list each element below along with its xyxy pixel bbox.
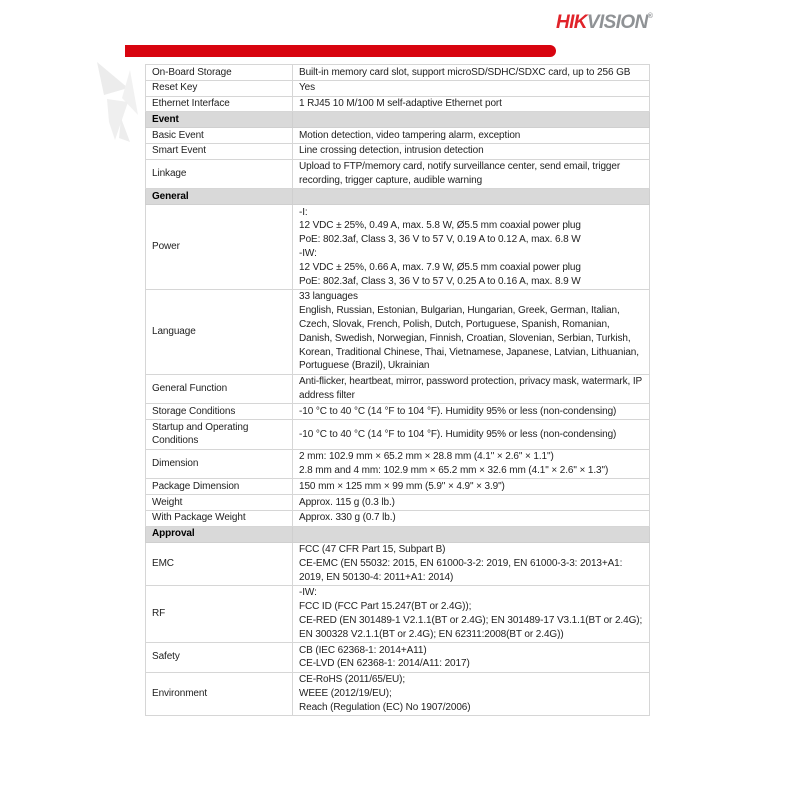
spec-value-cell	[293, 374, 650, 404]
spec-value-cell	[293, 143, 650, 159]
spec-label-cell: RF	[146, 585, 293, 642]
section-header-row	[146, 112, 650, 128]
spec-label-cell: Smart Event	[146, 143, 293, 159]
spec-value-line: Reach (Regulation (EC) No 1907/2006)	[299, 701, 471, 713]
spec-value-cell	[293, 65, 650, 81]
spec-value-line: CB (IEC 62368-1: 2014+A11)	[299, 644, 427, 656]
spec-value-cell	[293, 80, 650, 96]
spec-row	[146, 510, 650, 526]
watermark-facet	[97, 62, 128, 95]
spec-label-cell: Package Dimension	[146, 479, 293, 495]
spec-value-cell	[293, 449, 650, 479]
section-header-row	[146, 189, 650, 205]
spec-row	[146, 643, 650, 673]
spec-value-line: Upload to FTP/memory card, notify surveillance center, send email, trigger recording, trigger capture, audible warning	[299, 161, 621, 187]
spec-value-line: PoE: 802.3af, Class 3, 36 V to 57 V, 0.25 A to 0.16 A, max. 8.9 W	[299, 275, 581, 287]
spec-value-cell	[293, 205, 650, 290]
spec-row	[146, 128, 650, 144]
spec-value-line: CE-RED (EN 301489-1 V2.1.1(BT or 2.4G); EN 301489-17 V3.1.1(BT or 2.4G); EN 300328 V2.1.1(BT or 2.4G); EN 62311:2008(BT or 2.4G))	[299, 614, 643, 640]
spec-value-line: FCC ID (FCC Part 15.247(BT or 2.4G));	[299, 601, 472, 613]
spec-value-line: 2 mm: 102.9 mm × 65.2 mm × 28.8 mm (4.1" × 2.6" × 1.1")	[299, 451, 554, 463]
registered-trademark-icon: ®	[647, 13, 653, 20]
spec-value-line: -10 °C to 40 °C (14 °F to 104 °F). Humidity 95% or less (non-condensing)	[299, 405, 617, 417]
section-title-spacer	[293, 189, 650, 205]
spec-value-line: -IW:	[299, 587, 317, 599]
spec-value-cell	[293, 96, 650, 112]
spec-row	[146, 404, 650, 420]
spec-label-cell: Environment	[146, 672, 293, 715]
spec-value-line: Motion detection, video tampering alarm, exception	[299, 129, 521, 141]
spec-value-line: Yes	[299, 82, 316, 94]
spec-value-line: CE-EMC (EN 55032: 2015, EN 61000-3-2: 2019, EN 61000-3-3: 2013+A1: 2019, EN 50130-4: 2011+A1: 2014)	[299, 557, 623, 583]
spec-value-line: WEEE (2012/19/EU);	[299, 687, 392, 699]
spec-value-line: FCC (47 CFR Part 15, Subpart B)	[299, 544, 446, 555]
hikvision-logo	[556, 12, 652, 34]
spec-value-cell	[293, 542, 650, 585]
spec-value-cell	[293, 585, 650, 642]
spec-row	[146, 542, 650, 585]
spec-value-line: Line crossing detection, intrusion detection	[299, 145, 484, 157]
spec-value-line: English, Russian, Estonian, Bulgarian, Hungarian, Greek, German, Italian, Czech, Slovak, French, Polish, Dutch, Portuguese, Spanish, Romanian, Danish, Swedish, Norwegian, Finnish, Croatian, Slovenian, Serbian, Turkish, Korean, Traditional Chinese, Thai, Vietnamese, Japanese, Latvian, Lithuanian, Portuguese (Brazil), Ukrainian	[299, 305, 639, 372]
spec-value-cell	[293, 289, 650, 374]
spec-value-line: 150 mm × 125 mm × 99 mm (5.9" × 4.9" × 3.9")	[299, 480, 505, 492]
spec-label-cell: EMC	[146, 542, 293, 585]
spec-row	[146, 159, 650, 189]
logo-text-primary: HIK	[556, 12, 587, 33]
spec-value-line: 12 VDC ± 25%, 0.66 A, max. 7.9 W, Ø5.5 mm coaxial power plug	[299, 261, 581, 273]
spec-label-cell: Ethernet Interface	[146, 96, 293, 112]
spec-value-line: CE-LVD (EN 62368-1: 2014/A11: 2017)	[299, 658, 470, 670]
spec-row	[146, 205, 650, 290]
spec-value-line: PoE: 802.3af, Class 3, 36 V to 57 V, 0.19 A to 0.12 A, max. 6.8 W	[299, 234, 581, 246]
logo-text-secondary: VISION	[586, 12, 648, 33]
spec-value-cell	[293, 159, 650, 189]
spec-value-line: Approx. 115 g (0.3 lb.)	[299, 496, 395, 508]
spec-value-line: Approx. 330 g (0.7 lb.)	[299, 512, 396, 524]
spec-value-line: 12 VDC ± 25%, 0.49 A, max. 5.8 W, Ø5.5 mm coaxial power plug	[299, 220, 581, 232]
spec-value-cell	[293, 479, 650, 495]
spec-label-cell: Reset Key	[146, 80, 293, 96]
watermark-facet	[122, 70, 138, 115]
watermark-facet	[119, 118, 130, 142]
spec-row	[146, 289, 650, 374]
spec-value-line: -10 °C to 40 °C (14 °F to 104 °F). Humidity 95% or less (non-condensing)	[299, 428, 617, 440]
spec-value-line: CE-RoHS (2011/65/EU);	[299, 674, 406, 686]
spec-value-cell	[293, 495, 650, 511]
spec-label-cell: Basic Event	[146, 128, 293, 144]
spec-value-line: 33 languages	[299, 291, 358, 303]
spec-value-cell	[293, 404, 650, 420]
spec-value-line: -I:	[299, 206, 308, 218]
spec-value-cell	[293, 643, 650, 673]
spec-row	[146, 143, 650, 159]
spec-value-line: 2.8 mm and 4 mm: 102.9 mm × 65.2 mm × 32.6 mm (4.1" × 2.6" × 1.3")	[299, 465, 609, 477]
spec-value-line: -IW:	[299, 248, 317, 260]
spec-row	[146, 672, 650, 715]
spec-label-cell: Safety	[146, 643, 293, 673]
spec-value-line: Anti-flicker, heartbeat, mirror, password protection, privacy mask, watermark, IP address filter	[299, 376, 642, 402]
section-header-row	[146, 526, 650, 542]
spec-label-cell: Weight	[146, 495, 293, 511]
specification-table	[145, 64, 650, 716]
spec-row	[146, 374, 650, 404]
section-title-spacer	[293, 526, 650, 542]
spec-row	[146, 420, 650, 450]
section-title: Approval	[146, 526, 293, 542]
spec-row	[146, 449, 650, 479]
spec-value-line: 1 RJ45 10 M/100 M self-adaptive Ethernet port	[299, 98, 502, 110]
spec-value-cell	[293, 672, 650, 715]
spec-row	[146, 479, 650, 495]
spec-value-cell	[293, 510, 650, 526]
watermark-facet	[107, 99, 128, 140]
section-title-spacer	[293, 112, 650, 128]
spec-row	[146, 65, 650, 81]
spec-label-cell: General Function	[146, 374, 293, 404]
spec-label-cell: Startup and Operating Conditions	[146, 420, 293, 450]
spec-value-cell	[293, 420, 650, 450]
spec-value-cell	[293, 128, 650, 144]
spec-row	[146, 96, 650, 112]
spec-row	[146, 495, 650, 511]
spec-label-cell: Dimension	[146, 449, 293, 479]
spec-label-cell: Power	[146, 205, 293, 290]
header-accent-bar	[125, 45, 556, 57]
spec-label-cell: Linkage	[146, 159, 293, 189]
spec-row	[146, 80, 650, 96]
spec-label-cell: On-Board Storage	[146, 65, 293, 81]
spec-label-cell: With Package Weight	[146, 510, 293, 526]
section-title: Event	[146, 112, 293, 128]
section-title: General	[146, 189, 293, 205]
spec-value-line: Built-in memory card slot, support microSD/SDHC/SDXC card, up to 256 GB	[299, 66, 631, 78]
spec-label-cell: Storage Conditions	[146, 404, 293, 420]
spec-label-cell: Language	[146, 289, 293, 374]
spec-row	[146, 585, 650, 642]
